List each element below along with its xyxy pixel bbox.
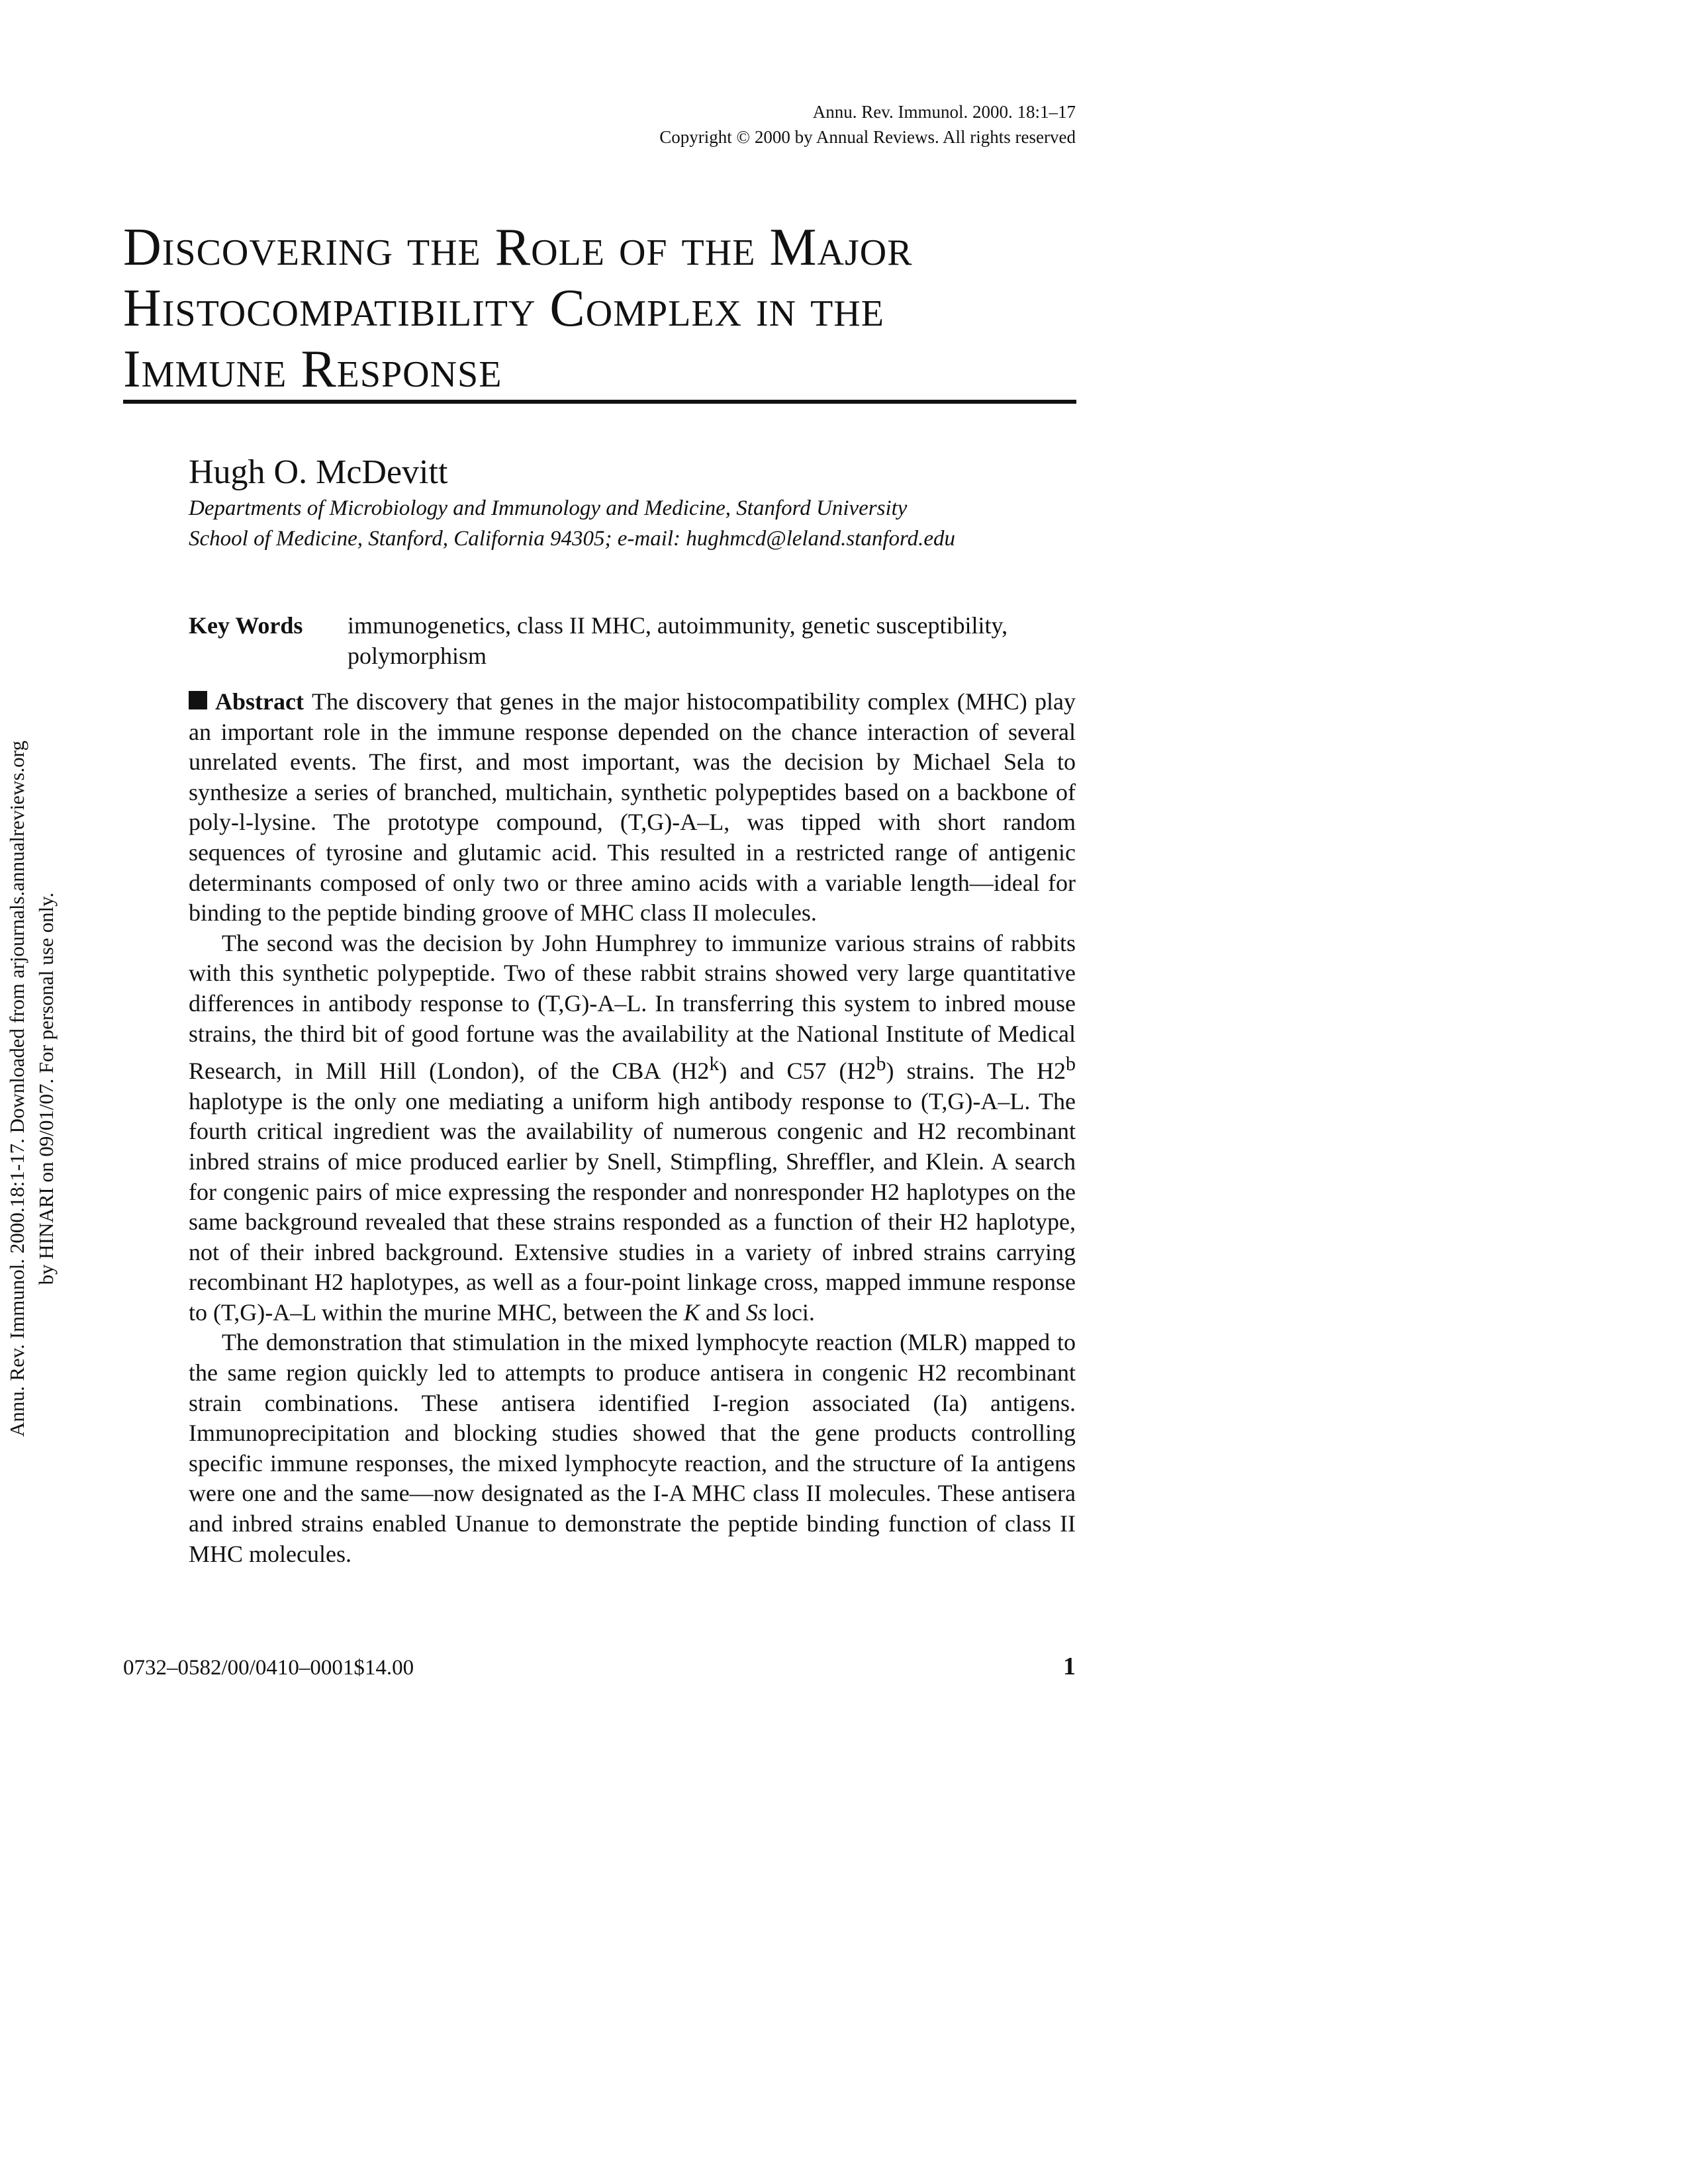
title-line-2: Histocompatibility Complex in the (123, 279, 884, 338)
article-title (123, 217, 1083, 400)
page-number: 1 (1063, 1653, 1076, 1680)
superscript-b: b (876, 1053, 886, 1075)
locus-ss: Ss (745, 1298, 767, 1326)
abstract-label: Abstract (215, 688, 304, 715)
abstract-paragraph-1 (189, 687, 1076, 929)
title-line-3: Immune Response (123, 340, 502, 398)
abstract-p2-text-f: loci. (767, 1298, 815, 1326)
author-name: Hugh O. McDevitt (189, 453, 448, 491)
superscript-k: k (709, 1053, 720, 1075)
superscript-b: b (1066, 1053, 1076, 1075)
download-notice-text (3, 718, 61, 1459)
journal-citation: Annu. Rev. Immunol. 2000. 18:1–17 (812, 102, 1076, 122)
abstract-p2-text-a: The second was the decision by John Humphrey to immunize various strains of rabbits with this synthetic polypeptide. Two of these rabbit strains showed very large quantitative differences in antibody response to (T,G)-A–L. In transferring this system to inbred mouse strains, the third bit of good fortune was the availability at the National Institute of Medical Research, in Mill Hill (London), of the CBA (H2 (189, 929, 1076, 1085)
copyright-notice: Copyright © 2000 by Annual Reviews. All rights reserved (659, 127, 1076, 147)
author-affiliation (189, 493, 1089, 554)
abstract-paragraph-3: The demonstration that stimulation in the mixed lymphocyte reaction (MLR) mapped to the same region quickly led to attempts to produce antisera in congenic H2 recombinant strain combinations. These antisera identified I-region associated (Ia) antigens. Immunoprecipitation and blocking studies showed that the gene products controlling specific immune responses, the mixed lymphocyte reaction, and the structure of Ia antigens were one and the same—now designated as the I-A MHC class II molecules. These antisera and inbred strains enabled Unanue to demonstrate the peptide binding function of class II MHC molecules. (189, 1329, 1076, 1567)
abstract-p2-text-b: ) and C57 (H2 (719, 1058, 876, 1085)
keywords-text: immunogenetics, class II MHC, autoimmunity, genetic susceptibility, polymorphism (348, 612, 1008, 669)
title-line-1: Discovering the Role of the Major (123, 218, 913, 277)
affiliation-line-2: School of Medicine, Stanford, California 94305; e-mail: hughmcd@leland.stanford.edu (189, 527, 956, 551)
abstract (189, 687, 1076, 1569)
download-notice-line-1: Annu. Rev. Immunol. 2000.18:1-17. Downloaded from arjournals.annualreviews.org (5, 740, 28, 1437)
keywords-label: Key Words (189, 612, 303, 639)
affiliation-line-1: Departments of Microbiology and Immunology and Medicine, Stanford University (189, 496, 908, 520)
download-notice-line-2: by HINARI on 09/01/07. For personal use only. (34, 892, 58, 1285)
abstract-bullet-icon (189, 691, 207, 709)
journal-header (659, 99, 1076, 150)
abstract-paragraph-1-text: The discovery that genes in the major histocompatibility complex (MHC) play an important role in the immune response depended on the chance interaction of several unrelated events. The first, and most important, was the decision by Michael Sela to synthesize a series of branched, multichain, synthetic polypeptides based on a backbone of poly-l-lysine. The prototype compound, (T,G)-A–L, was tipped with short random sequences of tyrosine and glutamic acid. This resulted in a restricted range of antigenic determinants composed of only two or three amino acids with a variable length—ideal for binding to the peptide binding groove of MHC class II molecules. (189, 688, 1076, 927)
abstract-p2-text-e: and (699, 1298, 746, 1326)
download-notice (0, 718, 63, 1459)
abstract-paragraph-2 (189, 929, 1076, 1328)
locus-k: K (683, 1298, 700, 1326)
abstract-p2-text-d: haplotype is the only one mediating a uniform high antibody response to (T,G)-A–L. The fourth critical ingredient was the availability of numerous congenic and H2 recombinant inbred strains of mice produced earlier by Snell, Stimpfling, Shreffler, and Klein. A search for congenic pairs of mice expressing the responder and nonresponder H2 haplotypes on the same background revealed that these strains responded as a function of their H2 haplotype, not of their inbred background. Extensive studies in a variety of inbred strains carrying recombinant H2 haplotypes, as well as a four-point linkage cross, mapped immune response to (T,G)-A–L within the murine MHC, between the (189, 1087, 1076, 1326)
keywords-block (189, 610, 1076, 671)
abstract-p2-text-c: ) strains. The H2 (886, 1058, 1066, 1085)
article-code: 0732–0582/00/0410–0001$14.00 (123, 1656, 414, 1680)
title-rule (123, 400, 1076, 404)
